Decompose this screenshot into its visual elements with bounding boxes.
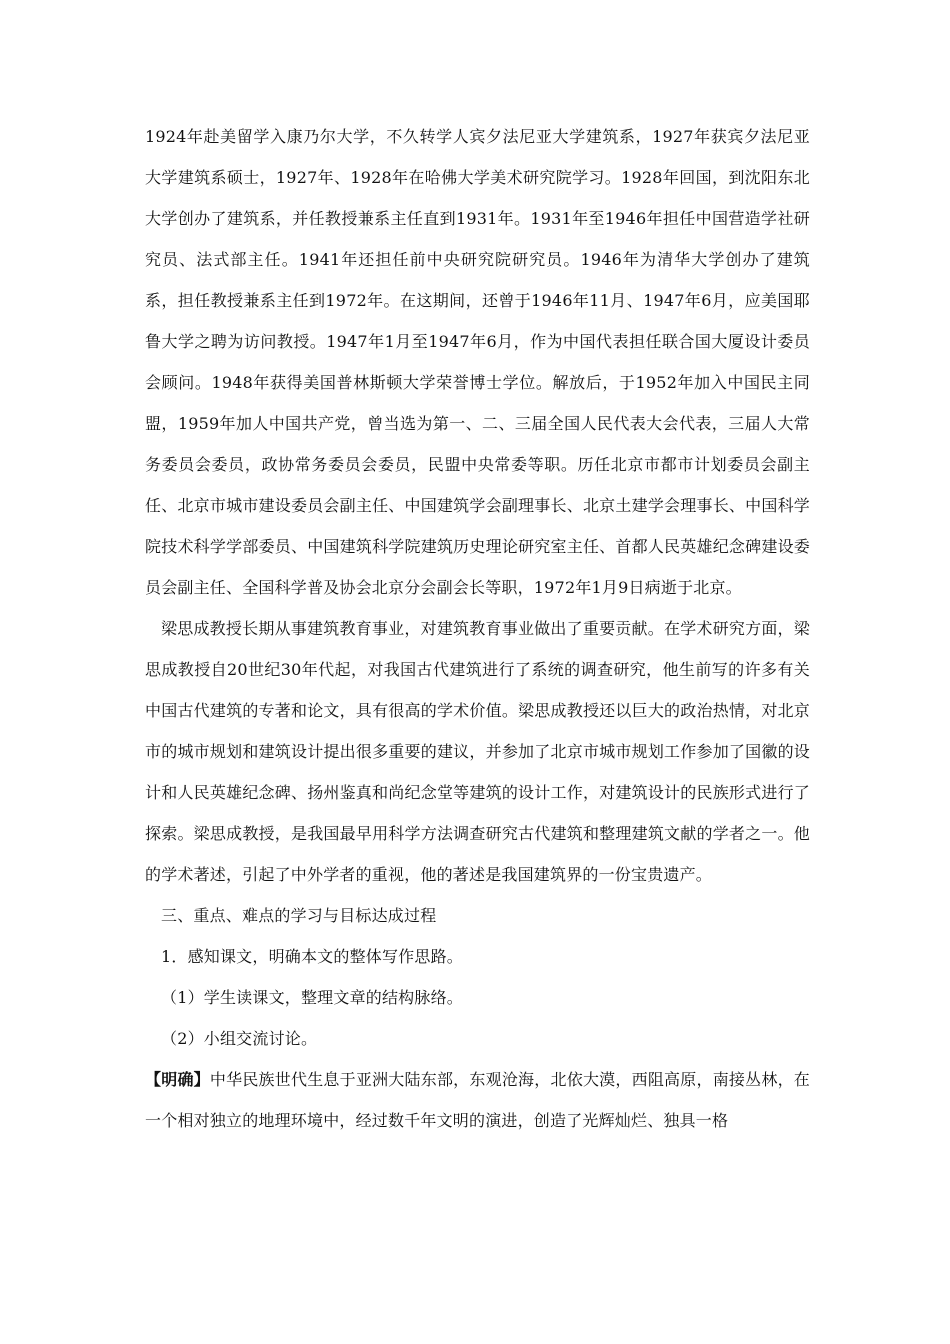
sub-item-one: （1）学生读课文，整理文章的结构脉络。 (161, 988, 463, 1007)
biography-paragraph: 1924年赴美留学入康乃尔大学，不久转学人宾夕法尼亚大学建筑系，1927年获宾夕法尼亚大学建筑系硕士，1927年、1928年在哈佛大学美术研究院学习。1928年回国，到沈阳东北大学创办了建筑系，并任教授兼系主任直到1931年。1931年至1946年担任中国营造学社研究员、法式部主任。1941年还担任前中央研究院研究员。1946年为清华大学创办了建筑系，担任教授兼系主任到1972年。在这期间，还曾于1946年11月、1947年6月，应美国耶鲁大学之聘为访问教授。1947年1月至1947年6月，作为中国代表担任联合国大厦设计委员会顾问。1948年获得美国普林斯顿大学荣誉博士学位。解放后，于1952年加入中国民主同盟，1959年加人中国共产党，曾当选为第一、二、三届全国人民代表大会代表，三届人大常务委员会委员，政协常务委员会委员，民盟中央常委等职。历任北京市都市计划委员会副主任、北京市城市建设委员会副主任、中国建筑学会副理事长、北京土建学会理事长、中国科学院技术科学学部委员、中国建筑科学院建筑历史理论研究室主任、首都人民英雄纪念碑建设委员会副主任、全国科学普及协会北京分会副会长等职，1972年1月9日病逝于北京。 (145, 127, 810, 597)
contribution-paragraph: 梁思成教授长期从事建筑教育事业，对建筑教育事业做出了重要贡献。在学术研究方面，梁思成教授自20世纪30年代起，对我国古代建筑进行了系统的调查研究，他生前写的许多有关中国古代建筑的专著和论文，具有很高的学术价值。梁思成教授还以巨大的政治热情，对北京市的城市规划和建筑设计提出很多重要的建议，并参加了北京市城市规划工作参加了国徽的设计和人民英雄纪念碑、扬州鉴真和尚纪念堂等建筑的设计工作，对建筑设计的民族形式进行了探索。梁思成教授，是我国最早用科学方法调查研究古代建筑和整理建筑文献的学者之一。他的学术著述，引起了中外学者的重视，他的著述是我国建筑界的一份宝贵遗产。 (145, 619, 810, 884)
clarify-paragraph (145, 1059, 810, 1141)
section-heading: 三、重点、难点的学习与目标达成过程 (161, 906, 437, 925)
clarify-label: 【明确】 (145, 1070, 210, 1089)
step-one: 1．感知课文，明确本文的整体写作思路。 (161, 947, 463, 966)
document-body (145, 116, 810, 1141)
clarify-text: 中华民族世代生息于亚洲大陆东部，东观沧海，北依大漠，西阻高原，南接丛林，在一个相对独立的地理环境中，经过数千年文明的演进，创造了光辉灿烂、独具一格 (145, 1070, 810, 1130)
sub-item-two: （2）小组交流讨论。 (161, 1029, 318, 1048)
